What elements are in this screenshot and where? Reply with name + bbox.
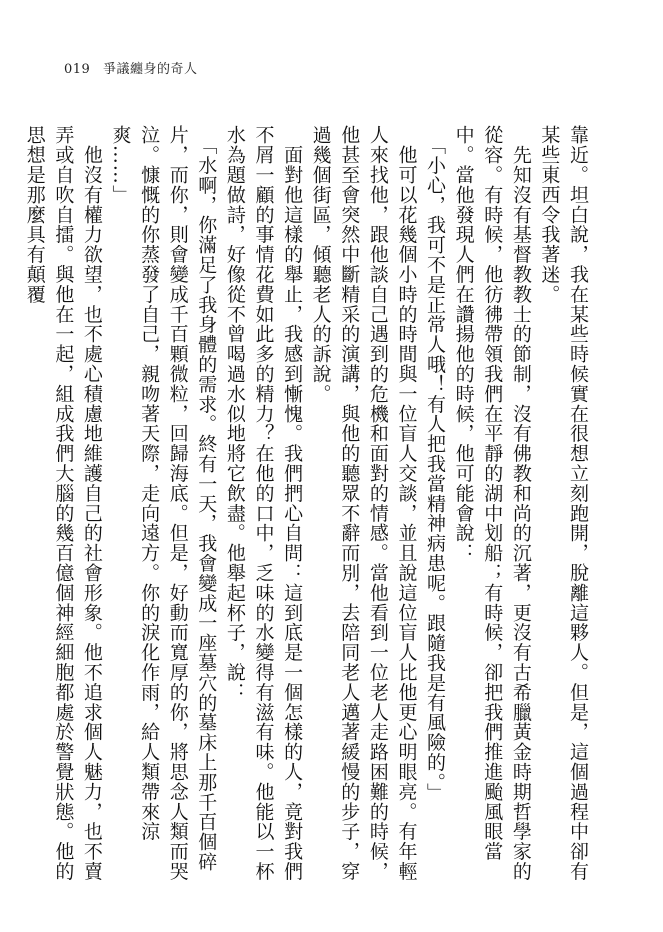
paragraph: 「水啊，你滿足了我身體的需求。終有一天，我會變成一座墓穴的墓床上那千百個碎片，而你，則會變成千百顆微粒，回歸海底。但是，好動而寬厚的你，將思念人類而哭泣。慷慨的你蒸發了自己，親吻著天際，走向遠方。你的淚化作雨，給人類帶來涼爽……」: [109, 125, 218, 882]
running-header: [64, 58, 197, 77]
paragraph: 他可以花幾個小時的時間與一位盲人交談，並且說這位盲人比他更心明眼亮。有年輕人來找他，跟他談自己遇到的危機和面對的情感。當他看到一位老人走路困難的時候，他甚至會突然中斷精采的演講，與他的聽眾不辭而別，去陪同老人邁著緩慢的步子，穿過幾個街區，傾聽老人的訴說。: [309, 125, 418, 882]
body-text: [23, 125, 592, 890]
page-number: 019: [64, 62, 91, 77]
running-title: 爭議纏身的奇人: [102, 62, 198, 77]
paragraph: 「小心，我可不是正常人哦！有人把我當精神病患呢。跟隨我是有風險的。」: [424, 125, 447, 803]
paragraph: 他沒有權力欲望，也不處心積慮地維護自己的社會形象。他不追求個人魅力，也不賣弄或自吹自擂。與他在一起，組成我們大腦的幾百億個神經細胞都處於警覺狀態。他的思想是那麼具有顛覆: [23, 125, 103, 882]
paragraph: 先知沒有基督教教士的節制，沒有佛教和尚的沉著，更沒有古希臘黃金時期哲學家的從容。有時候，他彷彿帶領我們在平靜的湖中划船；有時候，卻把我們推進颱風眼當中。當他發現人們在讚揚他的時候，他可能會說：: [452, 125, 532, 882]
paragraph: 靠近。坦白說，我在某些時候實在很想立刻跑開，脫離這夥人。但是，這個過程中卻有某些東西令我著迷。: [538, 125, 589, 882]
paragraph: 面對他這樣的舉止，我感到慚愧。我們捫心自問：這到底是一個怎樣的人，竟對我們不屑一顧的事情花費如此多的精力？在他的口中，乏味的水變得有滋有味。他能以一杯水為題做詩，好像從不曾喝過水似地將它飲盡。他舉起杯子，說：: [223, 125, 304, 882]
